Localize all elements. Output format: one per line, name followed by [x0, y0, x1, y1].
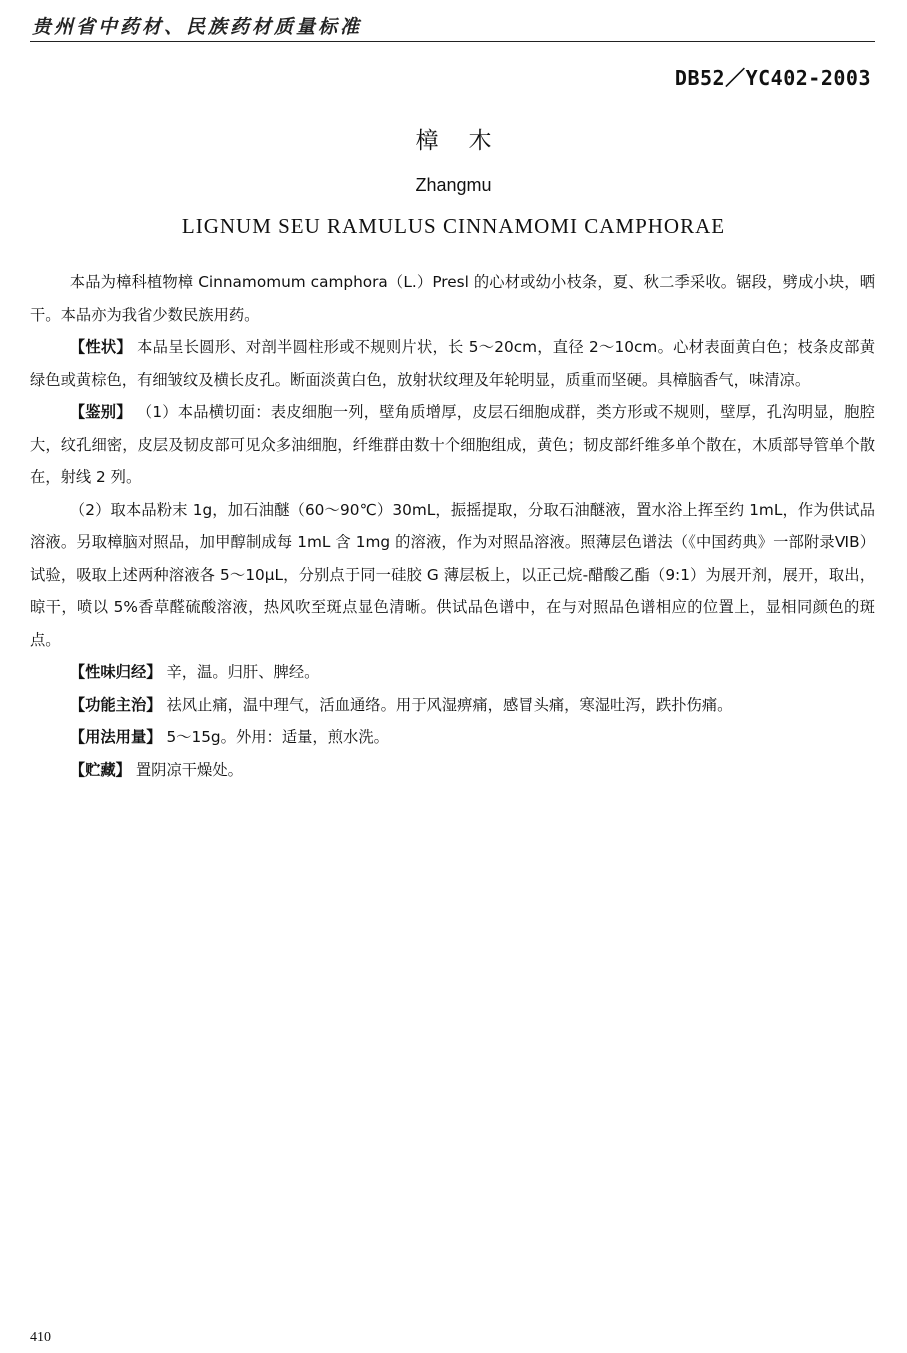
usage-paragraph	[30, 721, 875, 754]
identification-label: 【鉴别】	[69, 403, 132, 421]
storage-text: 置阴凉干燥处。	[135, 760, 243, 779]
storage-label: 【贮藏】	[69, 760, 131, 779]
characters-text: 本品呈长圆形、对剖半圆柱形或不规则片状，长 5～20cm，直径 2～10cm。心材表面黄白色；枝条皮部黄绿色或黄棕色，有细皱纹及横长皮孔。断面淡黄白色，放射状纹理及年轮明显，质重而坚硬。具樟脑香气，味清凉。	[30, 338, 875, 389]
usage-text: 5～15g。外用：适量，煎水洗。	[166, 728, 389, 746]
function-label: 【功能主治】	[69, 695, 162, 714]
characters-label: 【性状】	[69, 338, 132, 356]
function-paragraph	[30, 689, 875, 722]
latin-name: LIGNUM SEU RAMULUS CINNAMOMI CAMPHORAE	[181, 214, 726, 238]
standard-code: DB52／YC402-2003	[674, 66, 871, 90]
page-number: 410	[30, 1330, 51, 1345]
identification-paragraph-2: （2）取本品粉末 1g，加石油醚（60～90℃）30mL，振摇提取，分取石油醚液，置水浴上挥至约 1mL，作为供试品溶液。另取樟脑对照品，加甲醇制成每 1mL 含 1mg 的溶液，作为对照品溶液。照薄层色谱法（《中国药典》一部附录ⅥB）试验，吸取上述两种溶液各 5～10μL，分别点于同一硅胶 G 薄层板上，以正己烷-醋酸乙酯（9:1）为展开剂，展开，取出，晾干，喷以 5%香草醛硫酸溶液，热风吹至斑点显色清晰。供试品色谱中，在与对照品色谱相应的位置上，显相同颜色的斑点。	[30, 500, 875, 649]
identification-text: （1）本品横切面：表皮细胞一列，壁角质增厚，皮层石细胞成群，类方形或不规则，壁厚，孔沟明显，胞腔大，纹孔细密，皮层及韧皮部可见众多油细胞，纤维群由数十个细胞组成，黄色；韧皮部纤维多单个散在，木质部导管单个散在，射线 2 列。	[30, 403, 875, 486]
usage-label: 【用法用量】	[69, 728, 162, 746]
monograph-body	[30, 266, 875, 786]
property-text: 辛，温。归肝、脾经。	[166, 663, 320, 681]
storage-paragraph	[30, 754, 875, 787]
header-rule	[30, 41, 875, 42]
characters-paragraph	[30, 331, 875, 396]
function-text: 祛风止痛，温中理气，活血通络。用于风湿痹痛，感冒头痛，寒湿吐泻，跌扑伤痛。	[166, 695, 733, 714]
monograph-title: 樟木	[415, 128, 522, 154]
pinyin-name: Zhangmu	[415, 175, 492, 195]
property-label: 【性味归经】	[69, 663, 162, 681]
property-paragraph	[30, 656, 875, 689]
intro-paragraph: 本品为樟科植物樟 Cinnamomum camphora（L.）Presl 的心材或幼小枝条，夏、秋二季采收。锯段，劈成小块，晒干。本品亦为我省少数民族用药。	[30, 273, 875, 324]
running-header-title: 贵州省中药材、民族药材质量标准	[32, 16, 363, 38]
identification-paragraph	[30, 396, 875, 494]
